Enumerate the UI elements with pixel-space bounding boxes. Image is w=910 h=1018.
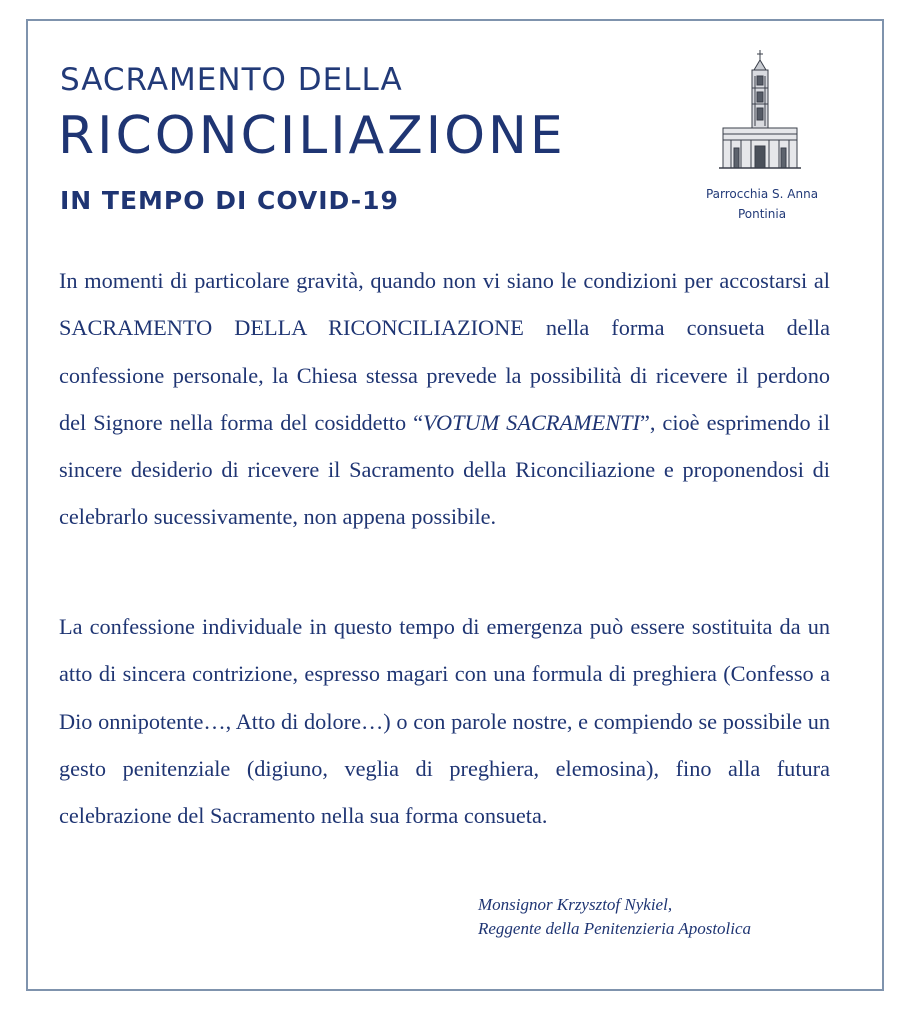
signature-name: Monsignor Krzysztof Nykiel, (478, 895, 673, 914)
paragraph-1-text-end: ”, cioè esprimendo il sincere desiderio di ricevere il Sacramento della Riconciliazione e proponendosi di celebrarlo sucessivamente, non appena possibile. (59, 409, 831, 530)
signature (478, 893, 751, 941)
title-line-1: SACRAMENTO DELLA (60, 62, 403, 98)
parish-name (688, 184, 836, 224)
title-subtitle: IN TEMPO DI COVID-19 (60, 186, 399, 215)
parish-title: Parrocchia S. Anna (705, 187, 819, 201)
votum-sacramenti-emphasis: VOTUM SACRAMENTI (423, 409, 640, 435)
paragraph-1 (59, 257, 830, 541)
church-bell-tower-icon (719, 48, 801, 172)
signature-role: Reggente della Penitenzieria Apostolica (478, 919, 752, 938)
parish-town: Pontinia (737, 207, 787, 221)
page-title: RICONCILIAZIONE (58, 106, 566, 166)
paragraph-2: La confessione individuale in questo tempo di emergenza può essere sostituita da un atto di sincera contrizione, espresso magari con una formula di preghiera (Confesso a Dio onnipotente…, Atto di dolore…) o con parole nostre, e compiendo se possibile un gesto penitenziale (digiuno, veglia di preghiera, elemosina), fino alla futura celebrazione del Sacramento nella sua forma consueta. (59, 614, 830, 829)
paragraph-1-text-start: In momenti di particolare gravità, quando non vi siano le condizioni per accostarsi al SACRAMENTO DELLA RICONCILIAZIONE nella forma consueta della confessione personale, la Chiesa stessa prevede la possibilità di ricevere il perdono del Signore nella forma del cosiddetto “ (59, 268, 830, 435)
